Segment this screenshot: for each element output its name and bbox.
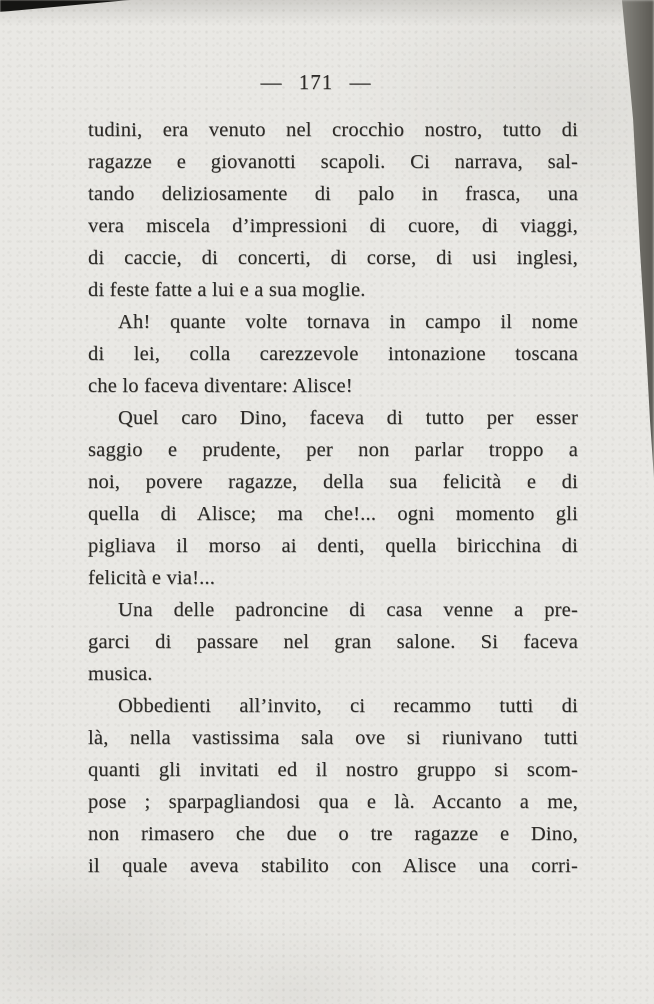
text-line: vera miscela d’impressioni di cuore, di viaggi, (88, 215, 578, 237)
text-line: di caccie, di concerti, di corse, di usi inglesi, (88, 247, 578, 269)
scan-top-shadow (0, 0, 654, 26)
text-line: là, nella vastissima sala ove si riunivano tutti (88, 727, 578, 749)
text-line: quanti gli invitati ed il nostro gruppo si scom- (88, 759, 578, 781)
paragraph (88, 594, 578, 690)
text-line: Obbedienti all’invito, ci recammo tutti di (118, 695, 578, 717)
text-line: tando deliziosamente di palo in frasca, una (88, 183, 578, 205)
paragraph (88, 402, 578, 594)
scan-artifact-right-edge-shadow (618, 0, 654, 520)
text-line: pose ; sparpagliandosi qua e là. Accanto a me, (88, 791, 578, 813)
text-line: non rimasero che due o tre ragazze e Dino, (88, 823, 578, 845)
text-line: di feste fatte a lui e a sua moglie. (88, 279, 366, 301)
text-line: felicità e via!... (88, 567, 216, 589)
text-line: noi, povere ragazze, della sua felicità e di (88, 471, 578, 493)
text-line: Ah! quante volte tornava in campo il nome (118, 311, 578, 333)
paragraph (88, 690, 578, 882)
text-line: di lei, colla carezzevole intonazione toscana (88, 343, 578, 365)
paragraph (88, 114, 578, 306)
text-line: che lo faceva diventare: Alisce! (88, 375, 353, 397)
text-line: musica. (88, 663, 153, 685)
page-header (71, 70, 561, 95)
text-line: Quel caro Dino, faceva di tutto per esser (118, 407, 578, 429)
page-text (88, 114, 578, 882)
text-line: saggio e prudente, per non parlar troppo a (88, 439, 578, 461)
scan-artifact-top-left-corner (0, 0, 130, 12)
text-line: pigliava il morso ai denti, quella biricchina di (88, 535, 578, 557)
page-number: — 171 — (260, 70, 372, 94)
text-line: ragazze e giovanotti scapoli. Ci narrava, sal- (88, 151, 578, 173)
text-line: quella di Alisce; ma che!... ogni momento gli (88, 503, 578, 525)
text-line: il quale aveva stabilito con Alisce una corri- (88, 855, 578, 877)
text-line: tudini, era venuto nel crocchio nostro, tutto di (88, 119, 578, 141)
text-line: Una delle padroncine di casa venne a pre- (118, 599, 578, 621)
paragraph (88, 306, 578, 402)
text-line: garci di passare nel gran salone. Si faceva (88, 631, 578, 653)
